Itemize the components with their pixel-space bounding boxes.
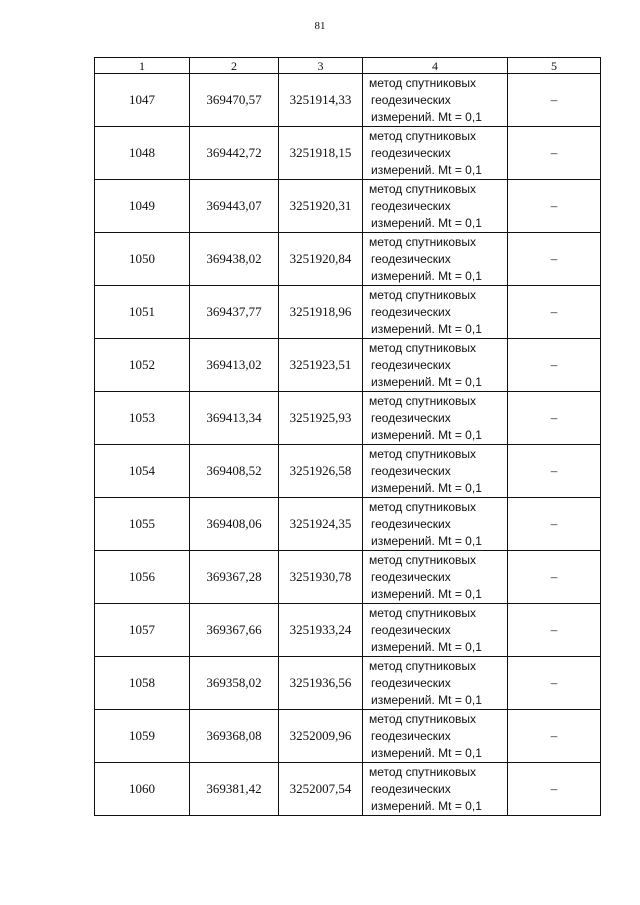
method-line: геодезических: [371, 410, 451, 425]
note-cell: –: [508, 657, 601, 710]
method-line: метод спутниковых: [369, 234, 477, 249]
y-coordinate-cell: 3251923,51: [279, 339, 363, 392]
point-number-cell: 1052: [95, 339, 190, 392]
point-number-cell: 1048: [95, 127, 190, 180]
header-col-5: 5: [508, 58, 601, 74]
table-row: [95, 286, 601, 339]
method-line: геодезических: [371, 781, 451, 796]
note-cell: –: [508, 551, 601, 604]
x-coordinate-cell: 369437,77: [190, 286, 279, 339]
method-cell: [363, 286, 508, 339]
y-coordinate-cell: 3251930,78: [279, 551, 363, 604]
table-row: [95, 127, 601, 180]
point-number-cell: 1056: [95, 551, 190, 604]
x-coordinate-cell: 369358,02: [190, 657, 279, 710]
point-number-cell: 1057: [95, 604, 190, 657]
table-row: [95, 551, 601, 604]
x-coordinate-cell: 369367,66: [190, 604, 279, 657]
method-line: измерений. Mt = 0,1: [371, 798, 482, 813]
method-line: измерений. Mt = 0,1: [371, 480, 482, 495]
x-coordinate-cell: 369367,28: [190, 551, 279, 604]
y-coordinate-cell: 3251924,35: [279, 498, 363, 551]
y-coordinate-cell: 3251918,15: [279, 127, 363, 180]
x-coordinate-cell: 369413,34: [190, 392, 279, 445]
method-line: геодезических: [371, 198, 451, 213]
note-cell: –: [508, 498, 601, 551]
method-line: геодезических: [371, 622, 451, 637]
table-row: [95, 763, 601, 816]
point-number-cell: 1050: [95, 233, 190, 286]
method-cell: [363, 339, 508, 392]
point-number-cell: 1054: [95, 445, 190, 498]
header-col-4: 4: [363, 58, 508, 74]
note-cell: –: [508, 233, 601, 286]
method-line: геодезических: [371, 357, 451, 372]
note-cell: –: [508, 763, 601, 816]
point-number-cell: 1055: [95, 498, 190, 551]
y-coordinate-cell: 3251918,96: [279, 286, 363, 339]
y-coordinate-cell: 3251920,84: [279, 233, 363, 286]
header-col-1: 1: [95, 58, 190, 74]
method-line: измерений. Mt = 0,1: [371, 692, 482, 707]
page-number: 81: [314, 20, 326, 32]
table-row: [95, 604, 601, 657]
method-cell: [363, 657, 508, 710]
method-cell: [363, 551, 508, 604]
table-row: [95, 498, 601, 551]
method-cell: [363, 392, 508, 445]
method-cell: [363, 233, 508, 286]
method-line: измерений. Mt = 0,1: [371, 268, 482, 283]
method-line: геодезических: [371, 92, 451, 107]
method-line: геодезических: [371, 251, 451, 266]
method-line: измерений. Mt = 0,1: [371, 533, 482, 548]
method-line: измерений. Mt = 0,1: [371, 639, 482, 654]
method-line: геодезических: [371, 675, 451, 690]
method-line: метод спутниковых: [369, 711, 477, 726]
method-cell: [363, 710, 508, 763]
method-cell: [363, 127, 508, 180]
x-coordinate-cell: 369438,02: [190, 233, 279, 286]
method-line: метод спутниковых: [369, 340, 477, 355]
method-line: геодезических: [371, 728, 451, 743]
note-cell: –: [508, 180, 601, 233]
method-cell: [363, 74, 508, 127]
x-coordinate-cell: 369381,42: [190, 763, 279, 816]
table-row: [95, 339, 601, 392]
method-line: метод спутниковых: [369, 446, 477, 461]
method-line: метод спутниковых: [369, 658, 477, 673]
point-number-cell: 1060: [95, 763, 190, 816]
table-row: [95, 392, 601, 445]
x-coordinate-cell: 369408,52: [190, 445, 279, 498]
y-coordinate-cell: 3252007,54: [279, 763, 363, 816]
note-cell: –: [508, 392, 601, 445]
y-coordinate-cell: 3251925,93: [279, 392, 363, 445]
method-line: геодезических: [371, 145, 451, 160]
note-cell: –: [508, 339, 601, 392]
y-coordinate-cell: 3251920,31: [279, 180, 363, 233]
header-col-3: 3: [279, 58, 363, 74]
point-number-cell: 1058: [95, 657, 190, 710]
method-line: метод спутниковых: [369, 287, 477, 302]
method-line: геодезических: [371, 516, 451, 531]
coordinates-table: [94, 57, 601, 816]
method-cell: [363, 763, 508, 816]
method-cell: [363, 180, 508, 233]
table-row: [95, 445, 601, 498]
table-header: [95, 58, 601, 74]
point-number-cell: 1053: [95, 392, 190, 445]
y-coordinate-cell: 3251936,56: [279, 657, 363, 710]
note-cell: –: [508, 127, 601, 180]
note-cell: –: [508, 286, 601, 339]
method-line: геодезических: [371, 569, 451, 584]
method-line: геодезических: [371, 463, 451, 478]
method-line: измерений. Mt = 0,1: [371, 427, 482, 442]
method-line: метод спутниковых: [369, 764, 477, 779]
x-coordinate-cell: 369442,72: [190, 127, 279, 180]
method-line: метод спутниковых: [369, 181, 477, 196]
note-cell: –: [508, 74, 601, 127]
point-number-cell: 1047: [95, 74, 190, 127]
point-number-cell: 1059: [95, 710, 190, 763]
method-cell: [363, 604, 508, 657]
x-coordinate-cell: 369413,02: [190, 339, 279, 392]
point-number-cell: 1051: [95, 286, 190, 339]
method-line: измерений. Mt = 0,1: [371, 374, 482, 389]
y-coordinate-cell: 3251933,24: [279, 604, 363, 657]
method-line: метод спутниковых: [369, 393, 477, 408]
y-coordinate-cell: 3251926,58: [279, 445, 363, 498]
method-line: измерений. Mt = 0,1: [371, 586, 482, 601]
method-line: измерений. Mt = 0,1: [371, 215, 482, 230]
method-cell: [363, 498, 508, 551]
header-row: [95, 58, 601, 74]
table-row: [95, 233, 601, 286]
method-line: метод спутниковых: [369, 499, 477, 514]
y-coordinate-cell: 3251914,33: [279, 74, 363, 127]
note-cell: –: [508, 445, 601, 498]
method-line: измерений. Mt = 0,1: [371, 162, 482, 177]
method-line: геодезических: [371, 304, 451, 319]
method-line: измерений. Mt = 0,1: [371, 745, 482, 760]
y-coordinate-cell: 3252009,96: [279, 710, 363, 763]
x-coordinate-cell: 369470,57: [190, 74, 279, 127]
table-row: [95, 657, 601, 710]
point-number-cell: 1049: [95, 180, 190, 233]
method-line: метод спутниковых: [369, 75, 477, 90]
table-row: [95, 710, 601, 763]
header-col-2: 2: [190, 58, 279, 74]
table-row: [95, 74, 601, 127]
method-line: измерений. Mt = 0,1: [371, 321, 482, 336]
x-coordinate-cell: 369443,07: [190, 180, 279, 233]
method-line: метод спутниковых: [369, 552, 477, 567]
table-body: [95, 74, 601, 816]
method-line: метод спутниковых: [369, 128, 477, 143]
table-row: [95, 180, 601, 233]
note-cell: –: [508, 710, 601, 763]
method-line: измерений. Mt = 0,1: [371, 109, 482, 124]
method-line: метод спутниковых: [369, 605, 477, 620]
x-coordinate-cell: 369408,06: [190, 498, 279, 551]
x-coordinate-cell: 369368,08: [190, 710, 279, 763]
method-cell: [363, 445, 508, 498]
note-cell: –: [508, 604, 601, 657]
